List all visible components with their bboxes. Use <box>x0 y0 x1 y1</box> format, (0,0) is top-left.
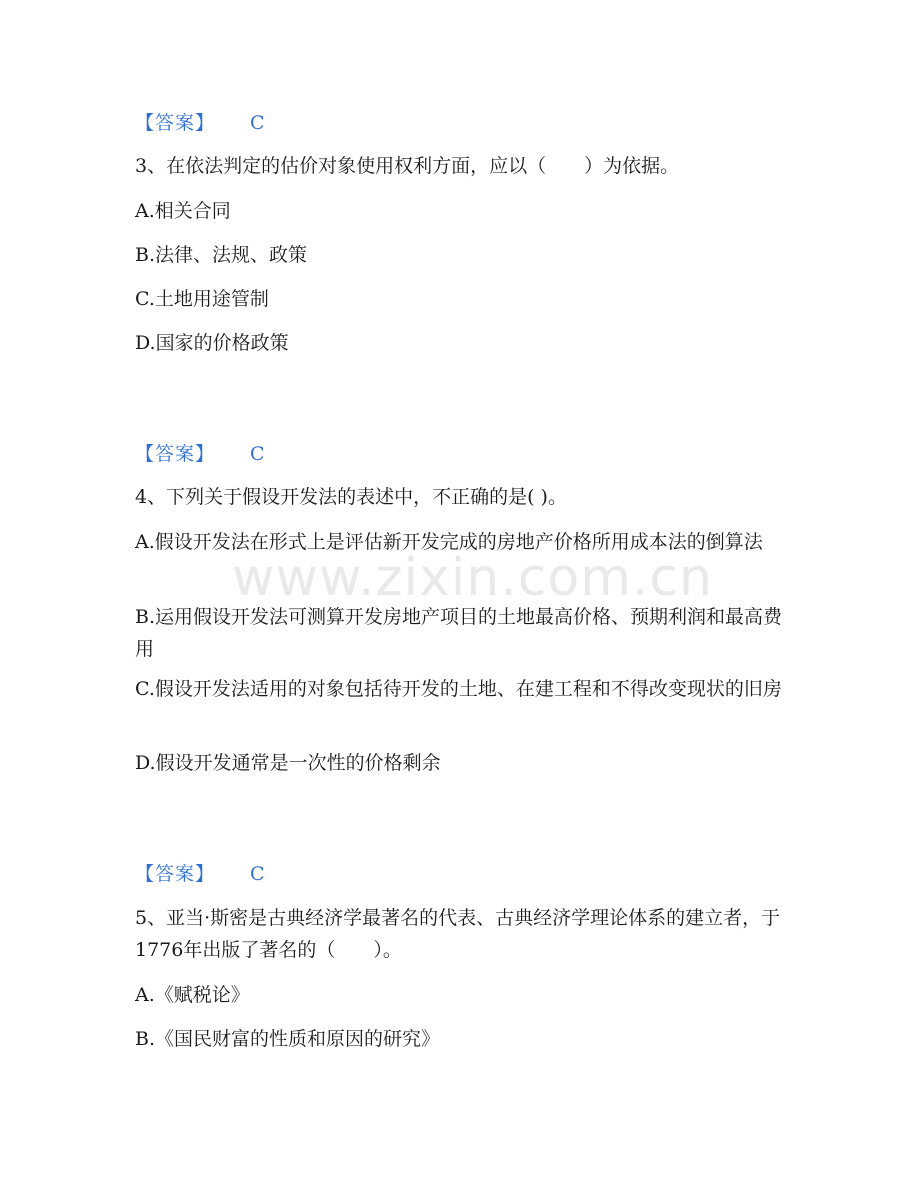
answer-row <box>135 438 265 470</box>
option-d: D.国家的价格政策 <box>135 332 289 354</box>
answer-value: C <box>250 863 265 885</box>
watermark: www.zixin.com.cn <box>232 548 713 608</box>
answer-row <box>135 107 265 139</box>
option-a: A.相关合同 <box>135 200 231 222</box>
answer-label: 【答案】 <box>135 863 216 885</box>
option-b: B.《国民财富的性质和原因的研究》 <box>135 1028 441 1050</box>
option-a: A.假设开发法在形式上是评估新开发完成的房地产价格所用成本法的倒算法 <box>135 531 763 553</box>
option-b: B.法律、法规、政策 <box>135 244 308 266</box>
answer-label: 【答案】 <box>135 443 216 465</box>
answer-value: C <box>250 112 265 134</box>
answer-row <box>135 858 265 890</box>
question-3: 3、在依法判定的估价对象使用权利方面，应以（ ）为依据。 <box>135 155 680 177</box>
question-5: 5、亚当·斯密是古典经济学最著名的代表、古典经济学理论体系的建立者，于1776年出版了著名的（ ）。 <box>135 907 781 961</box>
answer-value: C <box>250 443 265 465</box>
option-c: C.土地用途管制 <box>135 288 269 310</box>
option-a: A.《赋税论》 <box>135 984 250 1006</box>
option-b: B.运用假设开发法可测算开发房地产项目的土地最高价格、预期利润和最高费用 <box>135 606 783 660</box>
answer-label: 【答案】 <box>135 112 216 134</box>
option-d: D.假设开发通常是一次性的价格剩余 <box>135 752 441 774</box>
option-c: C.假设开发法适用的对象包括待开发的土地、在建工程和不得改变现状的旧房 <box>135 678 782 700</box>
question-4: 4、下列关于假设开发法的表述中，不正确的是( )。 <box>135 486 567 508</box>
